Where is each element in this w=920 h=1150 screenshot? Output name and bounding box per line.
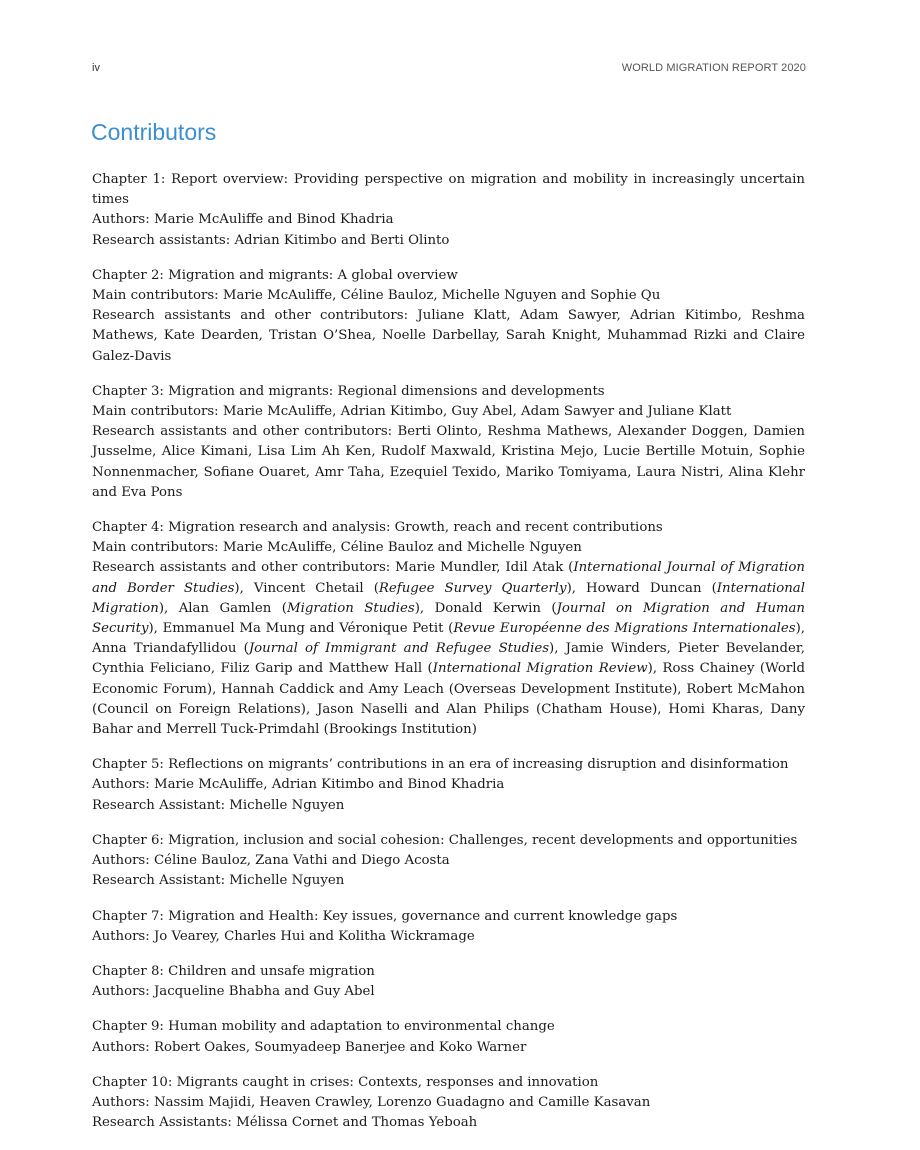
chapter-title: Chapter 7: Migration and Health: Key issues, governance and current knowledge gaps	[92, 908, 678, 924]
text-segment: ), Jamie Winders, Pieter Bevelander, Cynthia Feliciano, Filiz Garip and Matthew Hall (	[92, 641, 805, 677]
contributors-list	[92, 170, 805, 1148]
chapter-title: Chapter 10: Migrants caught in crises: Contexts, responses and innovation	[92, 1074, 599, 1090]
running-header: WORLD MIGRATION REPORT 2020	[621, 62, 806, 74]
chapter-title: Chapter 9: Human mobility and adaptation to environmental change	[92, 1019, 555, 1035]
research-assistants-line: Research Assistant: Michelle Nguyen	[92, 797, 345, 813]
chapter-8-section	[92, 962, 805, 1002]
page-title: Contributors	[91, 119, 217, 145]
research-assistants-line: Research Assistant: Michelle Nguyen	[92, 873, 345, 889]
chapter-2-section	[92, 266, 805, 367]
research-assistants-line: Research assistants and other contributors: Berti Olinto, Reshma Mathews, Alexander Doggen, Damien Jusselme, Alice Kimani, Lisa Lim Ah Ken, Rudolf Maxwald, Kristina Mejo, Lucie Bertille Motuin, Sophie Nonnenmacher, Sofiane Ouaret, Amr Taha, Ezequiel Texido, Mariko Tomiyama, Laura Nistri, Alina Klehr and Eva Pons	[92, 424, 805, 500]
journal-title: Journal on Migration and Human Security	[92, 600, 805, 637]
authors-line: Authors: Marie McAuliffe and Binod Khadria	[92, 212, 394, 228]
authors-line: Authors: Nassim Majidi, Heaven Crawley, Lorenzo Guadagno and Camille Kasavan	[92, 1094, 651, 1110]
chapter-10-section	[92, 1073, 805, 1134]
journal-title: Refugee Survey Quarterly	[378, 580, 567, 596]
page-number: iv	[92, 62, 100, 74]
chapter-6-section	[92, 831, 805, 892]
research-assistants-line: Research assistants: Adrian Kitimbo and Berti Olinto	[92, 232, 450, 248]
chapter-1-section	[92, 170, 805, 251]
authors-line: Authors: Jo Vearey, Charles Hui and Kolitha Wickramage	[92, 928, 475, 944]
chapter-4-section	[92, 518, 805, 740]
authors-line: Authors: Jacqueline Bhabha and Guy Abel	[92, 984, 375, 1000]
authors-line: Authors: Céline Bauloz, Zana Vathi and Diego Acosta	[92, 853, 450, 869]
text-segment: ), Donald Kerwin (	[414, 600, 557, 616]
text-segment: ), Vincent Chetail (	[234, 580, 379, 596]
text-segment: Research assistants and other contributors: Marie Mundler, Idil Atak (	[92, 560, 574, 576]
chapter-title: Chapter 8: Children and unsafe migration	[92, 963, 375, 979]
chapter-title: Chapter 2: Migration and migrants: A global overview	[92, 267, 458, 283]
research-assistants-line: Research Assistants: Mélissa Cornet and Thomas Yeboah	[92, 1115, 478, 1131]
chapter-title: Chapter 6: Migration, inclusion and social cohesion: Challenges, recent developments and opportunities	[92, 832, 798, 848]
authors-line: Authors: Marie McAuliffe, Adrian Kitimbo and Binod Khadria	[92, 777, 505, 793]
text-segment: ), Howard Duncan (	[566, 580, 717, 596]
chapter-5-section	[92, 755, 805, 816]
text-segment: ), Alan Gamlen (	[158, 600, 287, 616]
main-contributors-line: Main contributors: Marie McAuliffe, Céline Bauloz and Michelle Nguyen	[92, 540, 582, 556]
journal-title: Revue Européenne des Migrations Internationales	[453, 621, 796, 637]
research-assistants-line: Research assistants and other contributors: Juliane Klatt, Adam Sawyer, Adrian Kitimbo, Reshma Mathews, Kate Dearden, Tristan O’Shea, Noelle Darbellay, Sarah Knight, Muhammad Rizki and Claire Galez-Davis	[92, 308, 805, 364]
chapter-title: Chapter 3: Migration and migrants: Regional dimensions and developments	[92, 383, 605, 399]
text-segment: ), Emmanuel Ma Mung and Véronique Petit (	[148, 621, 454, 637]
journal-title: International Migration Review	[432, 661, 648, 677]
main-contributors-line: Main contributors: Marie McAuliffe, Adrian Kitimbo, Guy Abel, Adam Sawyer and Juliane Klatt	[92, 404, 732, 420]
chapter-7-section	[92, 907, 805, 947]
chapter-3-section	[92, 382, 805, 503]
main-contributors-line: Main contributors: Marie McAuliffe, Céline Bauloz, Michelle Nguyen and Sophie Qu	[92, 288, 661, 304]
chapter-title: Chapter 5: Reflections on migrants’ contributions in an era of increasing disruption and disinformation	[92, 757, 789, 773]
chapter-title: Chapter 4: Migration research and analysis: Growth, reach and recent contributions	[92, 520, 663, 536]
chapter-title: Chapter 1: Report overview: Providing perspective on migration and mobility in increasingly uncertain times	[92, 172, 805, 208]
chapter-9-section	[92, 1017, 805, 1057]
journal-title: International Journal of Migration and Border Studies	[92, 560, 805, 596]
journal-title: Journal of Immigrant and Refugee Studies	[248, 641, 550, 657]
research-assistants-line	[92, 558, 805, 740]
authors-line: Authors: Robert Oakes, Soumyadeep Banerjee and Koko Warner	[92, 1039, 527, 1055]
text-segment: ), Anna Triandafyllidou (	[92, 621, 806, 657]
text-segment: ), Ross Chainey (World Economic Forum), Hannah Caddick and Amy Leach (Overseas Development Institute), Robert McMahon (Council on Foreign Relations), Jason Naselli and Alan Philips (Chatham House), Homi Kharas, Dany Bahar and Merrell Tuck-Primdahl (Brookings Institution)	[92, 661, 805, 738]
journal-title: International Migration	[92, 580, 805, 616]
journal-title: Migration Studies	[286, 600, 415, 616]
